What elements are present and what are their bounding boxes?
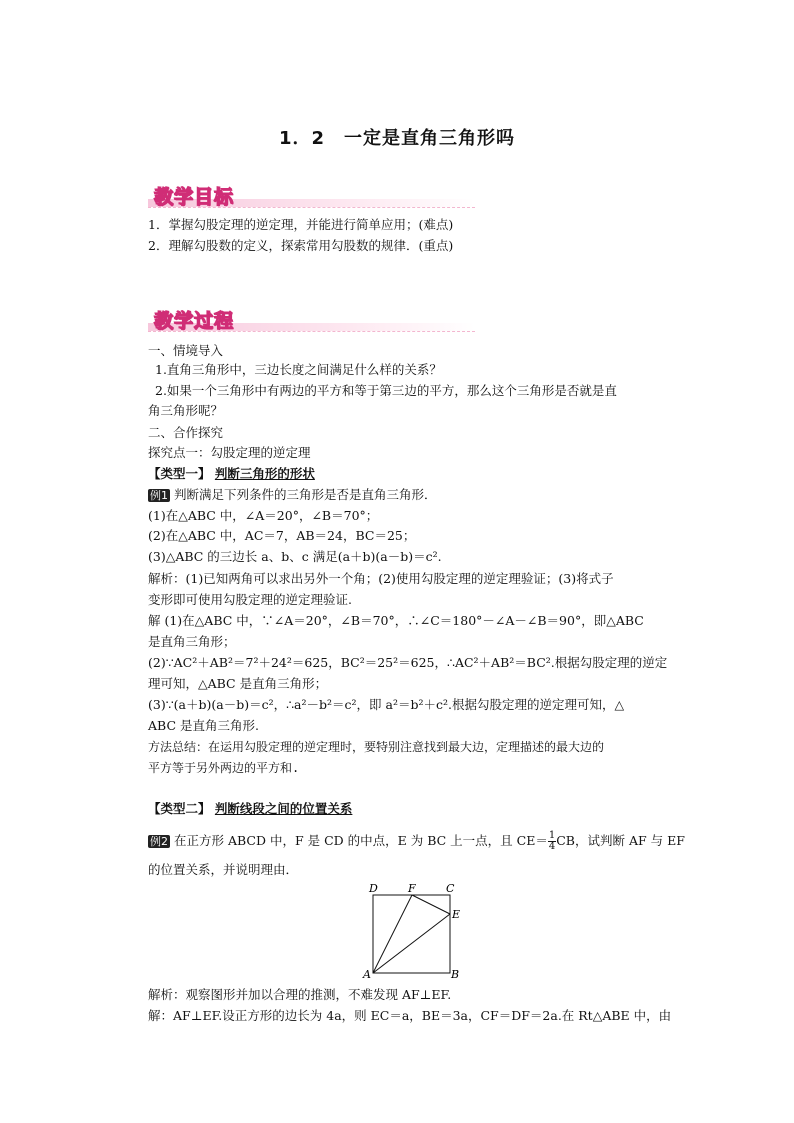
process-heading: 教学过程	[154, 310, 235, 332]
type-2-label: 【类型二】	[148, 801, 211, 816]
process-banner	[148, 306, 475, 333]
solution-1: 解 (1)在△ABC 中，∵∠A＝20°，∠B＝70°，∴∠C＝180°－∠A－∠B＝90°，即△ABC	[148, 613, 644, 628]
example-1-item-2: (2)在△ABC 中，AC＝7，AB＝24，BC＝25；	[148, 528, 416, 543]
example-2	[148, 831, 685, 852]
analysis-1: 解析：(1)已知两角可以求出另外一个角；(2)使用勾股定理的逆定理验证；(3)将式子	[148, 571, 614, 586]
method-summary-cont: 平方等于另外两边的平方和.	[148, 761, 300, 775]
solution-3-cont: ABC 是直角三角形.	[148, 718, 259, 733]
intro-question-2-cont: 角三角形呢？	[148, 403, 224, 418]
example-1	[148, 487, 437, 503]
example-1-item-3: (3)△ABC 的三边长 a、b、c 满足(a＋b)(a－b)＝c².	[148, 549, 442, 564]
type-1-heading	[148, 466, 315, 482]
explore-point-1: 探究点一：勾股定理的逆定理	[148, 445, 311, 460]
objectives-banner	[148, 182, 475, 209]
type-2-title: 判断线段之间的位置关系	[214, 801, 353, 816]
example-2-fraction: $\frac{1}{4}$	[548, 830, 556, 852]
label-B: B	[451, 968, 460, 980]
type-1-title: 判断三角形的形状	[214, 466, 315, 481]
example-2-tag: 例2	[150, 835, 168, 848]
solution-ex-2: 解：AF⊥EF.设正方形的边长为 4a，则 EC＝a，BE＝3a，CF＝DF＝2a.在 Rt△ABE 中，由	[148, 1008, 672, 1023]
example-1-item-1: (1)在△ABC 中，∠A＝20°，∠B＝70°；	[148, 508, 379, 523]
solution-3: (3)∵(a＋b)(a－b)＝c²，∴a²－b²＝c²，即 a²＝b²＋c².根据勾股定理的逆定理可知，△	[148, 697, 625, 712]
solution-2: (2)∵AC²＋AB²＝7²＋24²＝625，BC²＝25²＝625，∴AC²＋AB²＝BC².根据勾股定理的逆定	[148, 655, 668, 670]
explore-heading: 二、合作探究	[148, 425, 224, 440]
objective-2: 2．理解勾股数的定义，探索常用勾股数的规律．(重点)	[148, 238, 454, 253]
square-figure	[360, 880, 470, 980]
analysis-1-cont: 变形即可使用勾股定理的逆定理验证.	[148, 592, 352, 607]
label-C: C	[446, 882, 455, 895]
intro-heading: 一、情境导入	[148, 343, 224, 358]
objective-1: 1．掌握勾股定理的逆定理，并能进行简单应用；(难点)	[148, 217, 454, 232]
example-2-cont: 的位置关系，并说明理由．	[148, 862, 299, 877]
analysis-2: 解析：观察图形并加以合理的推测，不难发现 AF⊥EF.	[148, 987, 452, 1002]
solution-1-cont: 是直角三角形；	[148, 634, 236, 649]
intro-question-2: 2.如果一个三角形中有两边的平方和等于第三边的平方，那么这个三角形是否就是直	[155, 383, 617, 398]
label-F: F	[408, 882, 416, 895]
label-D: D	[369, 882, 378, 895]
example-1-tag: 例1	[150, 489, 168, 502]
type-2-heading	[148, 801, 352, 817]
label-A: A	[363, 968, 371, 980]
example-1-text: 判断满足下列条件的三角形是否是直角三角形．	[174, 487, 437, 502]
objectives-heading: 教学目标	[154, 186, 235, 208]
example-2-text-b: CB，试判断 AF 与 EF	[556, 833, 685, 848]
solution-2-cont: 理可知，△ABC 是直角三角形；	[148, 676, 328, 691]
type-1-label: 【类型一】	[148, 466, 211, 481]
example-2-text-a: 在正方形 ABCD 中，F 是 CD 的中点，E 为 BC 上一点，且 CE＝	[174, 833, 548, 848]
label-E: E	[452, 908, 461, 921]
method-summary: 方法总结：在运用勾股定理的逆定理时，要特别注意找到最大边，定理描述的最大边的	[148, 740, 605, 754]
intro-question-1: 1.直角三角形中，三边长度之间满足什么样的关系？	[155, 362, 442, 377]
page-title: 1．2 一定是直角三角形吗	[278, 128, 516, 149]
